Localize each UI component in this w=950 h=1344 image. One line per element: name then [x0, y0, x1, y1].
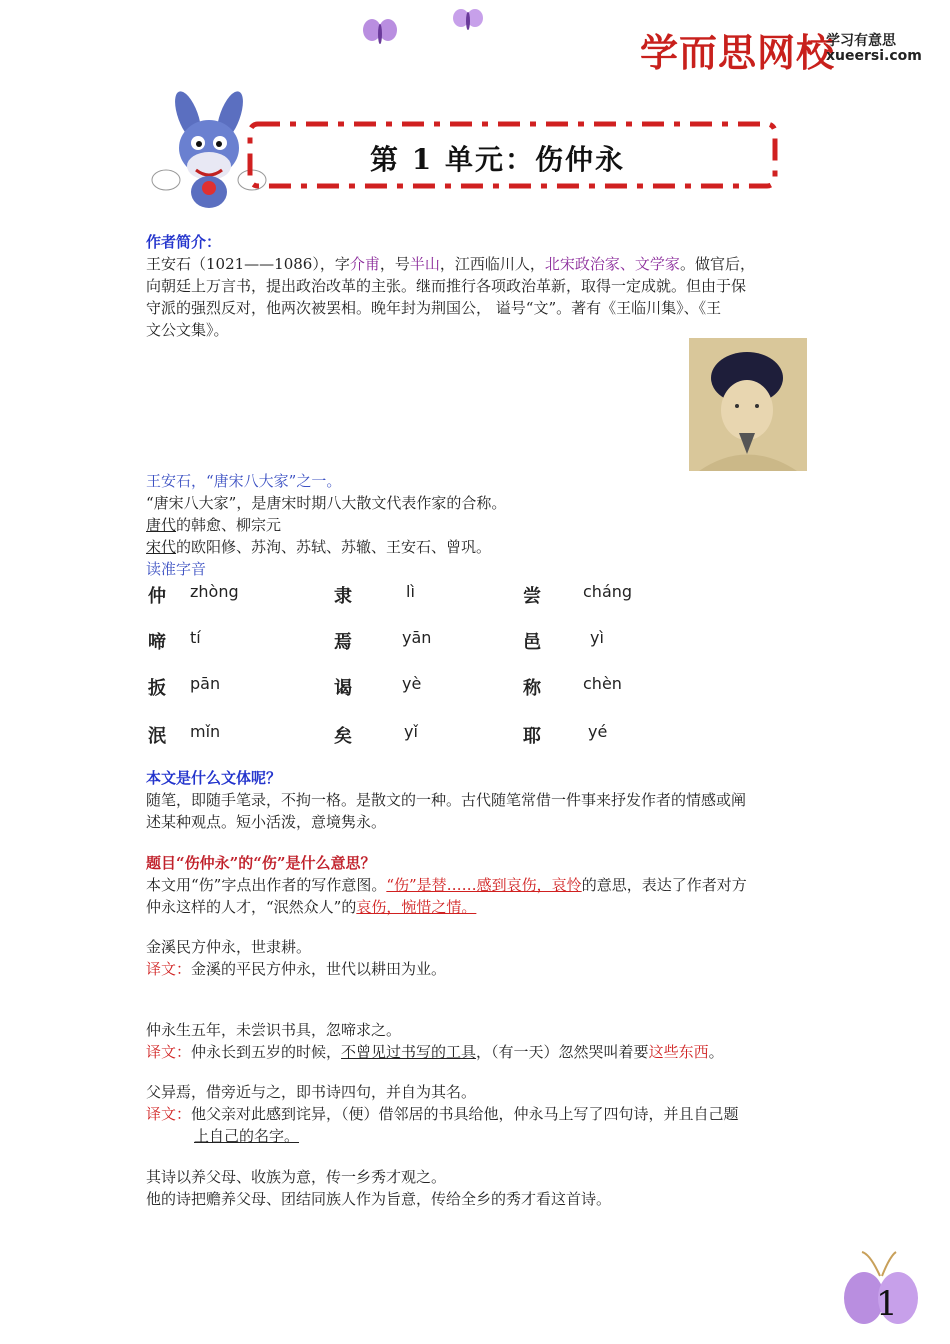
pinyin-char: 称: [523, 678, 541, 699]
genre-section: [146, 767, 816, 833]
page-number: 1: [876, 1284, 898, 1324]
passage-translation-cont: 上自己的名字。: [194, 1127, 300, 1145]
pinyin-sound: lì: [406, 582, 415, 601]
butterfly-icon: [450, 4, 486, 36]
pinyin-sound: zhòng: [190, 582, 239, 601]
author-line-1: 王安石（1021——1086），字介甫，号半山，江西临川人，北宋政治家、文学家。做官后，: [146, 255, 755, 273]
passage-original: 父异焉，借旁近与之，即书诗四句，并自为其名。: [146, 1083, 477, 1101]
author-heading: 作者简介：: [146, 233, 222, 251]
pinyin-char: 扳: [148, 678, 166, 699]
passage-1: [146, 936, 816, 980]
author-line-4: 文公文集》。: [146, 321, 229, 339]
passage-4: [146, 1166, 816, 1210]
passage-2: [146, 1019, 816, 1063]
author-section: [146, 231, 816, 341]
pinyin-sound: yé: [588, 722, 608, 741]
meaning-section: [146, 852, 816, 918]
passage-translation: 译文：金溪的平民方仲永，世代以耕田为业。: [146, 960, 447, 978]
passage-translation: 他的诗把赡养父母、团结同族人作为旨意，传给全乡的秀才看这首诗。: [146, 1190, 612, 1208]
pinyin-char: 谒: [334, 678, 352, 699]
pinyin-sound: chèn: [583, 674, 622, 693]
pinyin-char: 啼: [148, 632, 166, 653]
tang-song-section: [146, 470, 816, 580]
pinyin-sound: yān: [402, 628, 432, 647]
brand-logo: 学而思网校: [640, 31, 836, 75]
pinyin-char: 泯: [148, 726, 166, 747]
pinyin-sound: tí: [190, 628, 201, 647]
meaning-line-1: 本文用“伤”字点出作者的写作意图。“伤”是替……感到哀伤，哀怜的意思，表达了作者对方: [146, 876, 747, 894]
tang-song-heading: 王安石，“唐宋八大家”之一。: [146, 472, 342, 490]
pinyin-sound: yì: [590, 628, 604, 647]
pinyin-heading: 读准字音: [146, 560, 207, 578]
brand-slogan: 学习有意思: [826, 33, 896, 49]
passage-original: 仲永生五年，未尝识书具，忽啼求之。: [146, 1021, 402, 1039]
passage-translation: 译文：仲永长到五岁的时候，不曾见过书写的工具，（有一天）忽然哭叫着要这些东西。: [146, 1043, 724, 1061]
author-line-3: 守派的强烈反对，他两次被罢相。晚年封为荆国公， 谥号“文”。著有《王临川集》、《王: [146, 299, 722, 317]
pinyin-sound: cháng: [583, 582, 633, 601]
pinyin-char: 隶: [334, 586, 352, 607]
pinyin-row: [148, 674, 748, 704]
pinyin-char: 焉: [334, 632, 352, 653]
pinyin-char: 仲: [148, 586, 166, 607]
passage-3: [146, 1081, 816, 1147]
meaning-line-2: 仲永这样的人才，“泯然众人”的哀伤，惋惜之情。: [146, 898, 477, 916]
pinyin-row: [148, 582, 748, 612]
pinyin-char: 邑: [523, 632, 541, 653]
pinyin-row: [148, 722, 748, 752]
pinyin-sound: yè: [402, 674, 422, 693]
passage-translation: 译文：他父亲对此感到诧异，（便）借邻居的书具给他，仲永马上写了四句诗，并且自己题: [146, 1105, 739, 1123]
passage-original: 金溪民方仲永，世隶耕。: [146, 938, 312, 956]
song-line: 宋代的欧阳修、苏洵、苏轼、苏辙、王安石、曾巩。: [146, 538, 492, 556]
wang-anshi-portrait: [689, 338, 807, 471]
passage-original: 其诗以养父母、收族为意，传一乡秀才观之。: [146, 1168, 447, 1186]
genre-heading: 本文是什么文体呢？: [146, 769, 282, 787]
pinyin-sound: mǐn: [190, 722, 221, 741]
pinyin-char: 耶: [523, 726, 541, 747]
genre-line-2: 述某种观点。短小活泼，意境隽永。: [146, 813, 387, 831]
author-line-2: 向朝廷上万言书，提出政治改革的主张。继而推行各项政治革新，取得一定成就。但由于保: [146, 277, 747, 295]
pinyin-char: 矣: [334, 726, 352, 747]
pinyin-sound: pān: [190, 674, 221, 693]
butterfly-icon: [360, 12, 400, 52]
meaning-heading: 题目“伤仲永”的“伤”是什么意思？: [146, 854, 376, 872]
genre-line-1: 随笔，即随手笔录，不拘一格。是散文的一种。古代随笔常借一件事来抒发作者的情感或阐: [146, 791, 747, 809]
page-title: 第 1 单元：伤仲永: [370, 143, 625, 176]
tang-song-line-1: “唐宋八大家”，是唐宋时期八大散文代表作家的合称。: [146, 494, 507, 512]
brand-url: xueersi.com: [826, 48, 922, 64]
tang-line: 唐代的韩愈、柳宗元: [146, 516, 282, 534]
pinyin-sound: yǐ: [404, 722, 418, 741]
pinyin-row: [148, 628, 748, 658]
pinyin-char: 尝: [523, 586, 541, 607]
